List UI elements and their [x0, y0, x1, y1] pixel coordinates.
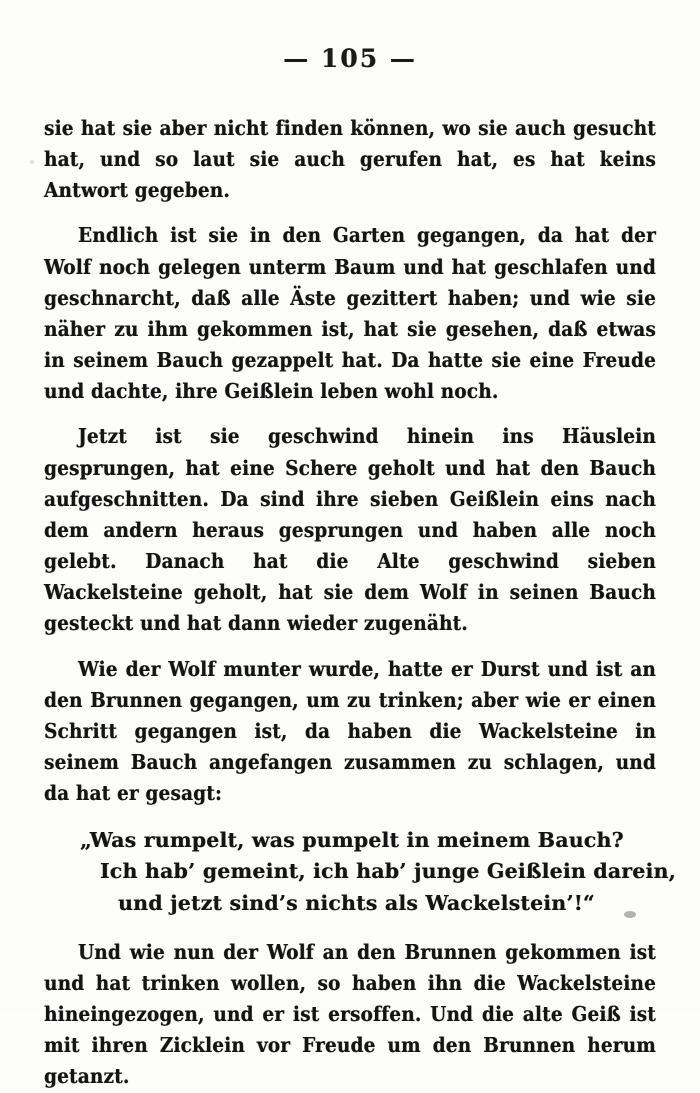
scan-artifact [30, 160, 34, 164]
paragraph: Endlich ist sie in den Garten gegangen, da hat der Wolf noch gelegen unterm Baum und hat geschlafen und geschnarcht, daß alle Äste gezittert haben; und wie sie näher zu ihm gekommen ist, hat sie gesehen, daß etwas in seinem Bauch gezappelt hat. Da hatte sie eine Freude und dachte, ihre Geißlein leben wohl noch. [44, 223, 656, 404]
paragraph: Wie der Wolf munter wurde, hatte er Durst und ist an den Brunnen gegangen, um zu trinken; aber wie er einen Schritt gegangen ist, da haben die Wackelsteine in seinem Bauch angefangen zusammen zu schlagen, und da hat er gesagt: [44, 656, 656, 806]
verse-line: Ich hab’ gemeint, ich hab’ junge Geißlein darein, [100, 859, 676, 884]
verse-line: und jetzt sind’s nichts als Wackelstein’!“ [118, 890, 595, 915]
page-number: — 105 — [283, 44, 417, 73]
paragraph: Und wie nun der Wolf an den Brunnen gekommen ist und hat trinken wollen, so haben ihn die Wackelsteine hineingezogen, und er ist ersoffen. Und die alte Geiß ist mit ihren Zicklein vor Freude um den Brunnen herum getanzt. [44, 939, 656, 1089]
paragraph: sie hat sie aber nicht finden können, wo sie auch gesucht hat, und so laut sie auch gerufen hat, es hat keins Antwort gegeben. [44, 116, 656, 203]
verse-line: „Was rumpelt, was pumpelt in meinem Bauch? [80, 828, 624, 853]
paragraph: Jetzt ist sie geschwind hinein ins Häuslein gesprungen, hat eine Schere geholt und hat den Bauch aufgeschnitten. Da sind ihre sieben Geißlein eins nach dem andern heraus gesprungen und haben alle noch gelebt. Danach hat die Alte geschwind sieben Wackelsteine geholt, hat sie dem Wolf in seinen Bauch gesteckt und hat dann wieder zugenäht. [44, 424, 656, 636]
verse-block [44, 825, 676, 918]
page-body [44, 73, 676, 1093]
